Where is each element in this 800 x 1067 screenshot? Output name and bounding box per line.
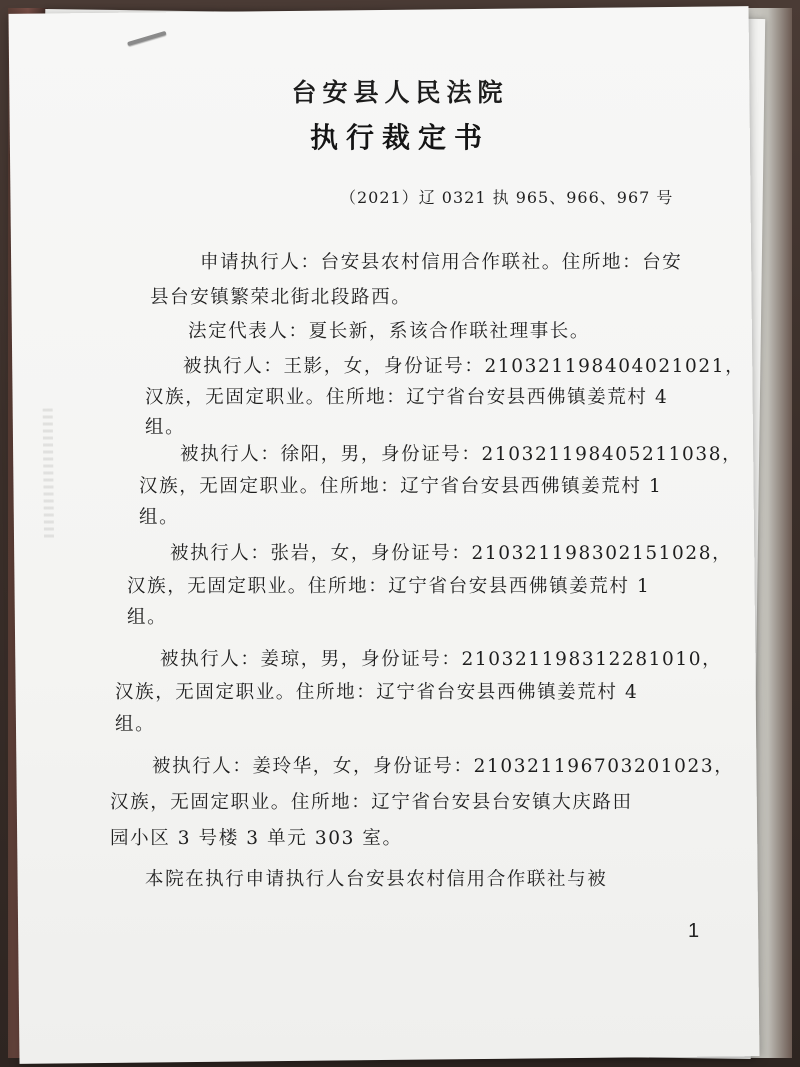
body-line: 被执行人：徐阳，男，身份证号：210321198405211038，: [180, 444, 743, 465]
staple: [127, 31, 166, 46]
body-line: 被执行人：张岩，女，身份证号：210321198302151028，: [170, 543, 733, 564]
body-line: 被执行人：王影，女，身份证号：210321198404021021，: [183, 356, 746, 377]
body-line: 申请执行人：台安县农村信用合作联社。住所地：台安: [200, 252, 683, 273]
case-number: （2021）辽 0321 执 965、966、967 号: [340, 188, 674, 207]
body-line: 被执行人：姜琼，男，身份证号：210321198312281010，: [160, 649, 723, 670]
body-line: 园小区 3 号楼 3 单元 303 室。: [110, 828, 403, 849]
body-line: 组。: [145, 417, 186, 438]
body-line: 汉族，无固定职业。住所地：辽宁省台安县西佛镇姜荒村 4: [145, 387, 669, 408]
body-line: 法定代表人：夏长新，系该合作联社理事长。: [188, 321, 591, 342]
body-line: 组。: [139, 507, 180, 528]
body-line: 县台安镇繁荣北街北段路西。: [150, 287, 412, 308]
document-type-heading: 执行裁定书: [309, 121, 490, 154]
bleed-through-marks: [43, 408, 54, 538]
body-line: 汉族，无固定职业。住所地：辽宁省台安县西佛镇姜荒村 4: [115, 682, 639, 703]
body-line: 组。: [127, 607, 168, 628]
page-number: 1: [688, 920, 700, 942]
body-line: 汉族，无固定职业。住所地：辽宁省台安县台安镇大庆路田: [110, 792, 633, 813]
document-page: [9, 6, 760, 1064]
court-name-heading: 台安县人民法院: [291, 78, 509, 107]
body-line: 汉族，无固定职业。住所地：辽宁省台安县西佛镇姜荒村 1: [139, 476, 663, 497]
body-line: 本院在执行申请执行人台安县农村信用合作联社与被: [145, 869, 608, 890]
body-line: 组。: [115, 714, 156, 735]
body-line: 被执行人：姜玲华，女，身份证号：210321196703201023，: [152, 756, 735, 777]
body-line: 汉族，无固定职业。住所地：辽宁省台安县西佛镇姜荒村 1: [127, 576, 651, 597]
